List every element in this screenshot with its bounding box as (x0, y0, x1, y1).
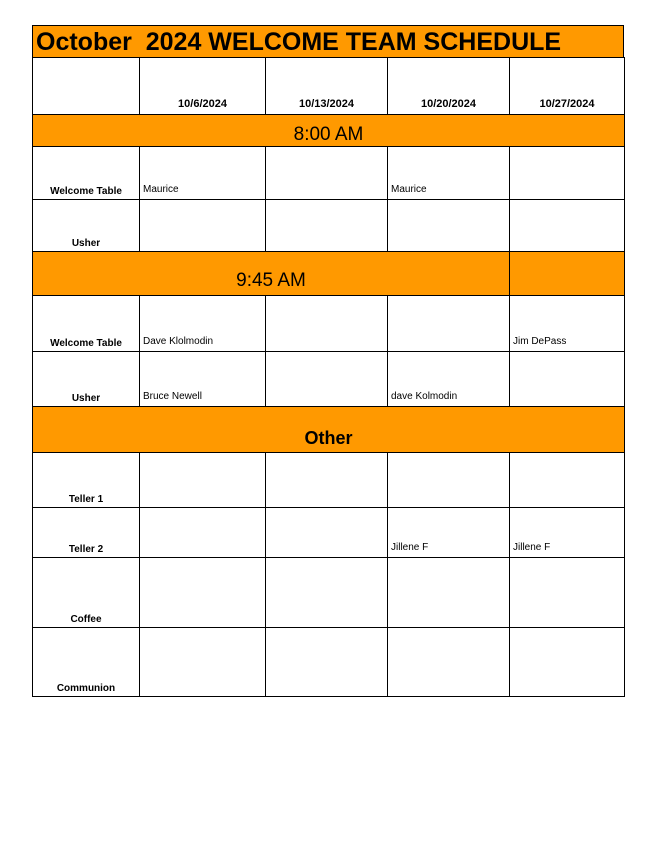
assignee-cell[interactable] (510, 628, 625, 697)
role-label: Welcome Table (33, 296, 140, 352)
assignee-cell[interactable]: Jillene F (510, 508, 625, 558)
assignee-cell[interactable] (140, 453, 266, 508)
assignee-cell[interactable] (510, 558, 625, 628)
band-cell (510, 252, 625, 296)
assignee-cell[interactable] (510, 453, 625, 508)
table-row (33, 508, 625, 558)
assignee-cell[interactable] (140, 508, 266, 558)
date-header-row (33, 58, 625, 115)
table-row (33, 352, 625, 407)
assignee-cell[interactable] (510, 352, 625, 407)
assignee-cell[interactable] (266, 508, 388, 558)
assignee-cell[interactable] (266, 628, 388, 697)
role-label: Coffee (33, 558, 140, 628)
corner-cell (33, 58, 140, 115)
assignee-cell[interactable] (388, 558, 510, 628)
assignee-cell[interactable] (388, 628, 510, 697)
assignee-cell[interactable] (266, 352, 388, 407)
role-label: Welcome Table (33, 147, 140, 200)
assignee-cell[interactable] (510, 147, 625, 200)
schedule-title: October 2024 WELCOME TEAM SCHEDULE (32, 25, 624, 57)
assignee-cell[interactable]: Maurice (140, 147, 266, 200)
assignee-cell[interactable] (266, 453, 388, 508)
section-band-other (33, 407, 625, 453)
assignee-cell[interactable]: dave Kolmodin (388, 352, 510, 407)
section-label: Other (33, 407, 625, 453)
assignee-cell[interactable] (510, 200, 625, 252)
section-label: 9:45 AM (33, 252, 510, 296)
role-label: Teller 2 (33, 508, 140, 558)
assignee-cell[interactable] (140, 200, 266, 252)
table-row (33, 558, 625, 628)
date-header: 10/13/2024 (266, 58, 388, 115)
table-row (33, 628, 625, 697)
section-band-945am (33, 252, 625, 296)
table-row (33, 453, 625, 508)
date-header: 10/6/2024 (140, 58, 266, 115)
assignee-cell[interactable]: Jillene F (388, 508, 510, 558)
table-row (33, 147, 625, 200)
assignee-cell[interactable] (266, 558, 388, 628)
assignee-cell[interactable]: Jim DePass (510, 296, 625, 352)
role-label: Usher (33, 200, 140, 252)
assignee-cell[interactable] (388, 453, 510, 508)
assignee-cell[interactable] (266, 200, 388, 252)
assignee-cell[interactable] (140, 558, 266, 628)
role-label: Usher (33, 352, 140, 407)
assignee-cell[interactable] (266, 296, 388, 352)
role-label: Teller 1 (33, 453, 140, 508)
role-label: Communion (33, 628, 140, 697)
table-row (33, 200, 625, 252)
assignee-cell[interactable] (388, 296, 510, 352)
assignee-cell[interactable]: Dave Klolmodin (140, 296, 266, 352)
assignee-cell[interactable] (266, 147, 388, 200)
section-label: 8:00 AM (33, 115, 625, 147)
assignee-cell[interactable] (140, 628, 266, 697)
date-header: 10/20/2024 (388, 58, 510, 115)
table-row (33, 296, 625, 352)
assignee-cell[interactable]: Bruce Newell (140, 352, 266, 407)
schedule-sheet (32, 25, 624, 697)
date-header: 10/27/2024 (510, 58, 625, 115)
schedule-table (32, 57, 625, 697)
section-band-8am (33, 115, 625, 147)
assignee-cell[interactable]: Maurice (388, 147, 510, 200)
assignee-cell[interactable] (388, 200, 510, 252)
